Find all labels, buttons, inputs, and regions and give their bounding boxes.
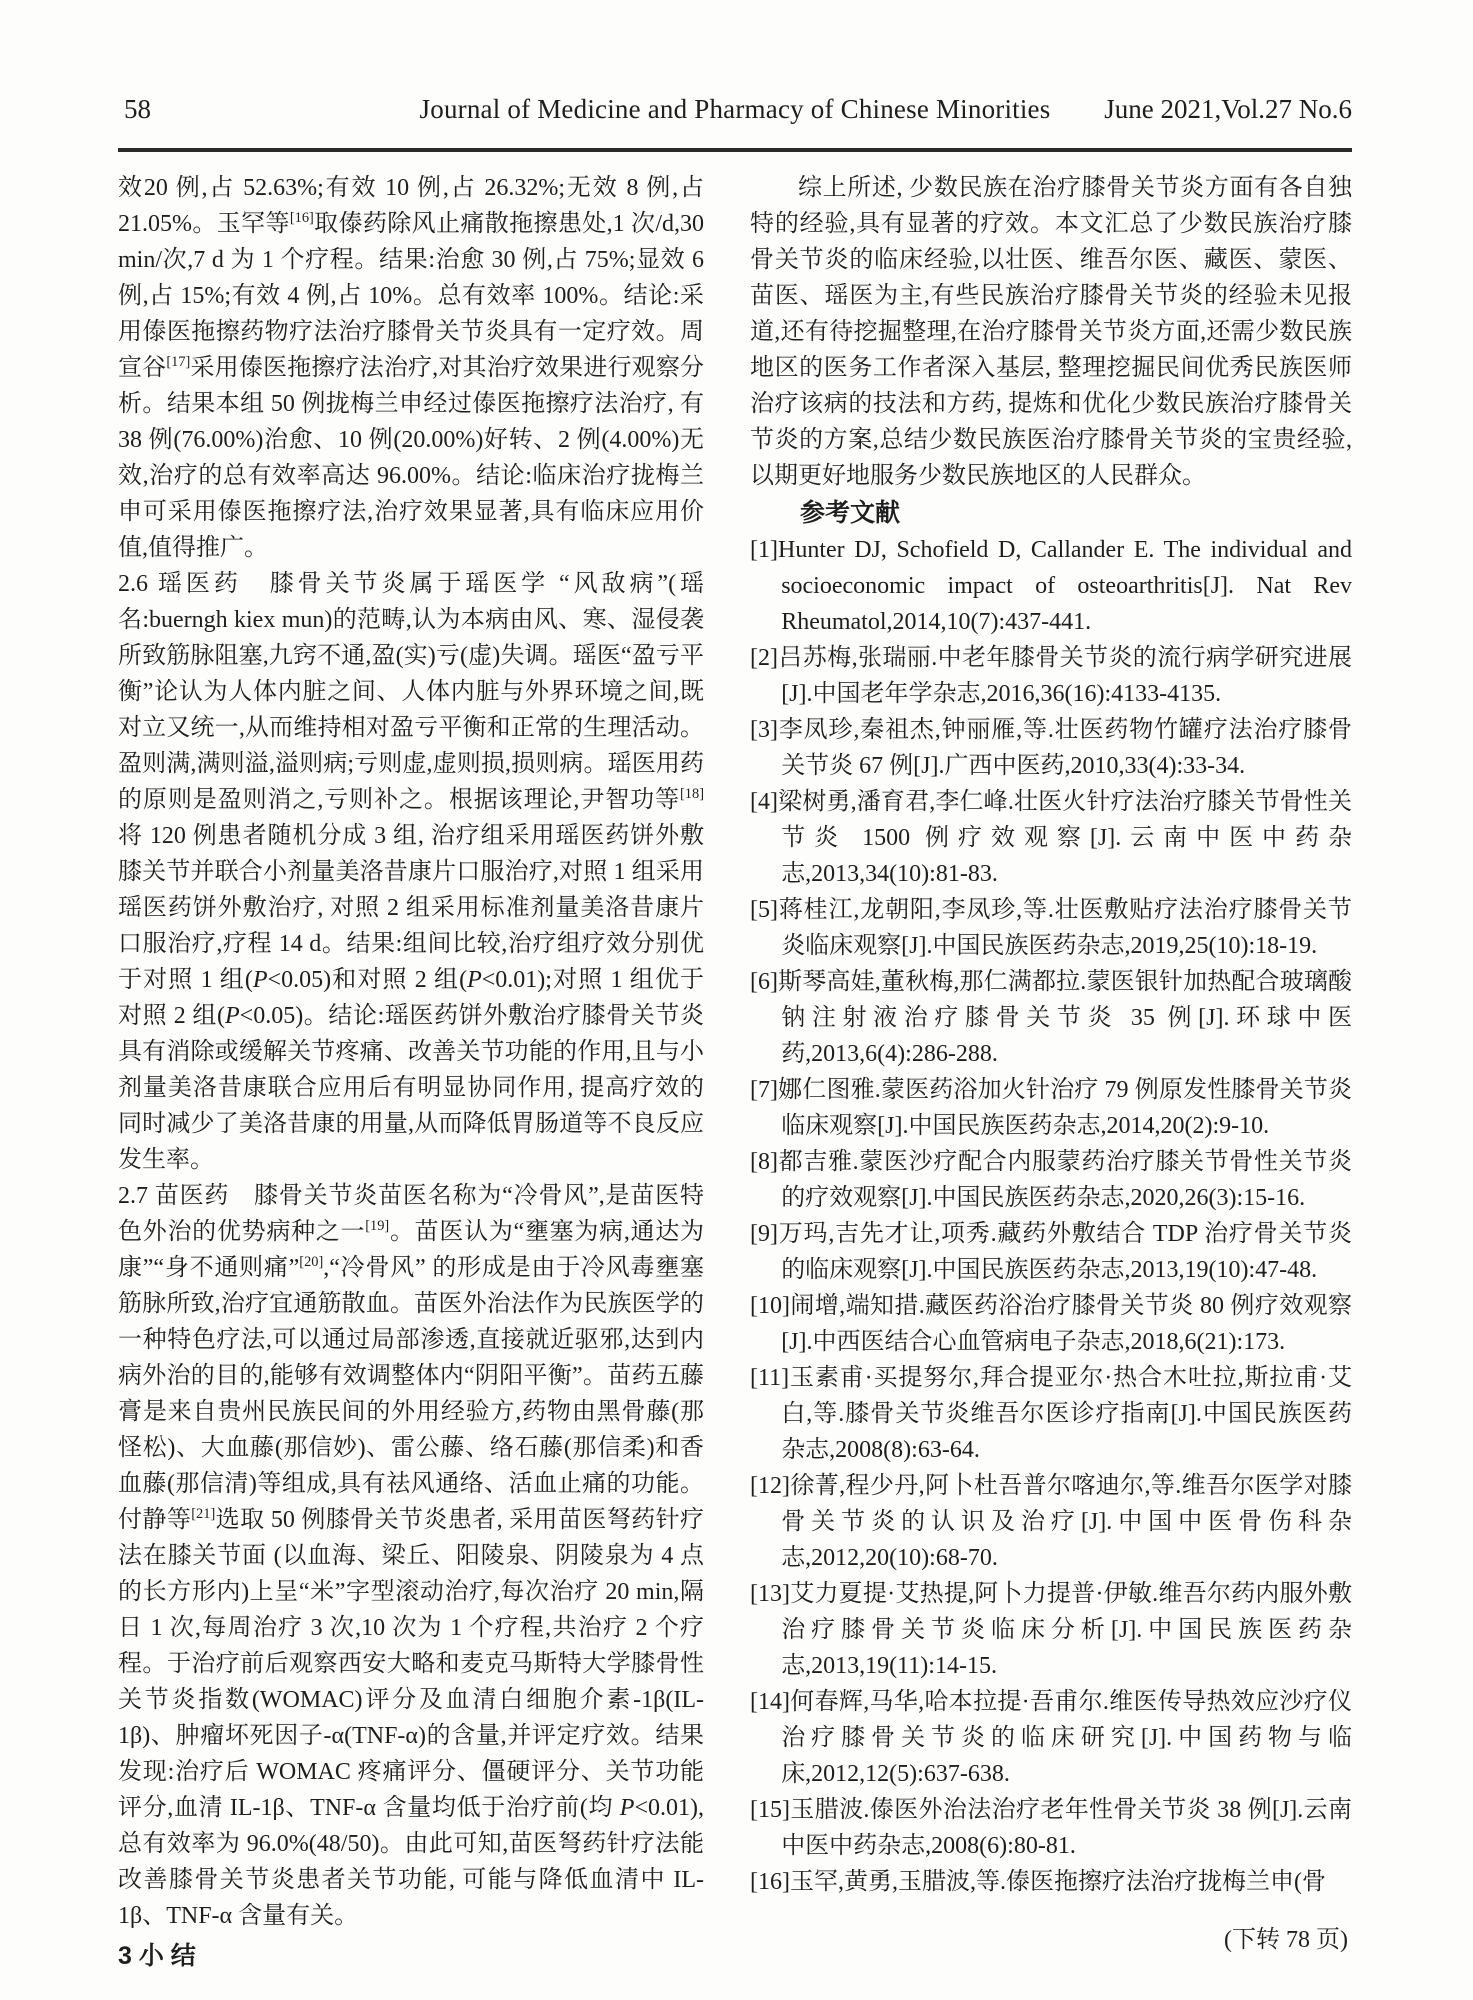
reference-item-11: [11]玉素甫·买提努尔,拜合提亚尔·热合木吐拉,斯拉甫·艾白,等.膝骨关节炎维吾尔医诊疗指南[J].中国民族医药杂志,2008(8):63-64.: [750, 1365, 1352, 1463]
section-2-7-miao-medicine: 2.7 苗医药 膝骨关节炎苗医名称为“冷骨风”,是苗医特色外治的优势病种之一[19]。苗医认为“壅塞为病,通达为康”“身不通则痛”[20],“冷骨风” 的形成是由于冷风毒壅塞筋脉所致,治疗宜通筋散血。苗医外治法作为民族医学的一种特色疗法,可以通过局部渗透,直接就近驱邪,达到内病外治的目的,能够有效调整体内“阴阳平衡”。苗药五藤膏是来自贵州民族民间的外用经验方,药物由黑骨藤(那怪松)、大血藤(那信妙)、雷公藤、络石藤(那信柔)和香血藤(那信清)等组成,具有祛风通络、活血止痛的功能。付静等[21]选取 50 例膝骨关节炎患者, 采用苗医弩药针疗法在膝关节面 (以血海、梁丘、阳陵泉、阴陵泉为 4 点的长方形内)上呈“米”字型滚动治疗,每次治疗 20 min,隔日 1 次,每周治疗 3 次,10 次为 1 个疗程,共治疗 2 个疗程。于治疗前后观察西安大略和麦克马斯特大学膝骨性关节炎指数(WOMAC)评分及血清白细胞介素-1β(IL-1β)、肿瘤坏死因子-α(TNF-α)的含量,并评定疗效。结果发现:治疗后 WOMAC 疼痛评分、僵硬评分、关节功能评分,血清 IL-1β、TNF-α 含量均低于治疗前(均 P<0.01),总有效率为 96.0%(48/50)。由此可知,苗医弩药针疗法能改善膝骨关节炎患者关节功能, 可能与降低血清中 IL-1β、TNF-α 含量有关。: [118, 1183, 705, 1929]
reference-item-10: [10]闹增,端知措.藏医药浴治疗膝骨关节炎 80 例疗效观察[J].中西医结合心血管病电子杂志,2018,6(21):173.: [750, 1293, 1352, 1355]
reference-item-2: [2]吕苏梅,张瑞丽.中老年膝骨关节炎的流行病学研究进展[J].中国老年学杂志,2016,36(16):4133-4135.: [750, 645, 1352, 707]
issue-info: June 2021,Vol.27 No.6: [1104, 94, 1352, 124]
reference-item-9: [9]万玛,吉先才让,项秀.藏药外敷结合 TDP 治疗骨关节炎的临床观察[J].中国民族医药杂志,2013,19(10):47-48.: [750, 1221, 1352, 1283]
running-head: [118, 88, 1352, 130]
reference-item-4: [4]梁树勇,潘育君,李仁峰.壮医火针疗法治疗膝关节骨性关节炎 1500 例疗效观察[J].云南中医中药杂志,2013,34(10):81-83.: [750, 789, 1352, 887]
reference-item-7: [7]娜仁图雅.蒙医药浴加火针治疗 79 例原发性膝骨关节炎临床观察[J].中国民族医药杂志,2014,20(2):9-10.: [750, 1077, 1352, 1139]
reference-list: [750, 532, 1352, 1900]
reference-item-5: [5]蒋桂江,龙朝阳,李凤珍,等.壮医敷贴疗法治疗膝骨关节炎临床观察[J].中国民族医药杂志,2019,25(10):18-19.: [750, 897, 1352, 959]
reference-item-13: [13]艾力夏提·艾热提,阿卜力提普·伊敏.维吾尔药内服外敷治疗膝骨关节炎临床分析[J].中国民族医药杂志,2013,19(11):14-15.: [750, 1581, 1352, 1679]
reference-item-16: [16]玉罕,黄勇,玉腊波,等.傣医拖擦疗法治疗拢梅兰申(骨: [750, 1869, 1326, 1895]
journal-title: Journal of Medicine and Pharmacy of Chinese Minorities: [419, 94, 1051, 124]
conclusion-paragraph: 综上所述, 少数民族在治疗膝骨关节炎方面有各自独特的经验,具有显著的疗效。本文汇总了少数民族治疗膝骨关节炎的临床经验,以壮医、维吾尔医、藏医、蒙医、苗医、瑶医为主,有些民族治疗膝骨关节炎的经验未见报道,还有待挖掘整理,在治疗膝骨关节炎方面,还需少数民族地区的医务工作者深入基层, 整理挖掘民间优秀民族医师治疗该病的技法和方药, 提炼和优化少数民族治疗膝骨关节炎的方案,总结少数民族医治疗膝骨关节炎的宝贵经验,以期更好地服务少数民族地区的人民群众。: [750, 175, 1352, 489]
continuation-note: (下转 78 页): [1224, 1927, 1348, 1953]
reference-item-12: [12]徐菁,程少丹,阿卜杜吾普尔喀迪尔,等.维吾尔医学对膝骨关节炎的认识及治疗[J].中国中医骨伤科杂志,2012,20(10):68-70.: [750, 1473, 1352, 1571]
reference-item-15: [15]玉腊波.傣医外治法治疗老年性骨关节炎 38 例[J].云南中医中药杂志,2008(6):80-81.: [750, 1797, 1352, 1859]
reference-item-8: [8]都吉雅.蒙医沙疗配合内服蒙药治疗膝关节骨性关节炎的疗效观察[J].中国民族医药杂志,2020,26(3):15-16.: [750, 1149, 1352, 1211]
reference-item-3: [3]李凤珍,秦祖杰,钟丽雁,等.壮医药物竹罐疗法治疗膝骨关节炎 67 例[J].广西中医药,2010,33(4):33-34.: [750, 717, 1352, 779]
paragraph-dai-treatment-results: 效20 例,占 52.63%;有效 10 例,占 26.32%;无效 8 例,占 21.05%。玉罕等[16]取傣药除风止痛散拖擦患处,1 次/d,30 min/次,7 d 为 1 个疗程。结果:治愈 30 例,占 75%;显效 6 例,占 15%;有效 4 例,占 10%。总有效率 100%。结论:采用傣医拖擦药物疗法治疗膝骨关节炎具有一定疗效。周宣谷[17]采用傣医拖擦疗法治疗,对其治疗效果进行观察分析。结果本组 50 例拢梅兰申经过傣医拖擦疗法治疗, 有 38 例(76.00%)治愈、10 例(20.00%)好转、2 例(4.00%)无效,治疗的总有效率高达 96.00%。结论:临床治疗拢梅兰申可采用傣医拖擦疗法,治疗效果显著,具有临床应用价值,值得推广。: [118, 175, 705, 561]
section-2-6-yao-medicine: 2.6 瑶医药 膝骨关节炎属于瑶医学 “风敌病”(瑶名:buerngh kiex mun)的范畴,认为本病由风、寒、湿侵袭所致筋脉阻塞,九窍不通,盈(实)亏(虚)失调。瑶医“盈亏平衡”论认为人体内脏之间、人体内脏与外界环境之间,既对立又统一,从而维持相对盈亏平衡和正常的生理活动。盈则满,满则溢,溢则病;亏则虚,虚则损,损则病。瑶医用药的原则是盈则消之,亏则补之。根据该理论,尹智功等[18]将 120 例患者随机分成 3 组, 治疗组采用瑶医药饼外敷膝关节并联合小剂量美洛昔康片口服治疗,对照 1 组采用瑶医药饼外敷治疗, 对照 2 组采用标准剂量美洛昔康片口服治疗,疗程 14 d。结果:组间比较,治疗组疗效分别优于对照 1 组(P<0.05)和对照 2 组(P<0.01);对照 1 组优于对照 2 组(P<0.05)。结论:瑶医药饼外敷治疗膝骨关节炎具有消除或缓解关节疼痛、改善关节功能的作用,且与小剂量美洛昔康联合应用后有明显协同作用, 提高疗效的同时减少了美洛昔康的用量,从而降低胃肠道等不良反应发生率。: [118, 571, 704, 1173]
header-rule: [118, 148, 1352, 152]
reference-item-1: [1]Hunter DJ, Schofield D, Callander E. The individual and socioeconomic impact of osteoarthritis[J]. Nat Rev Rheumatol,2014,10(7):437-441.: [750, 537, 1352, 635]
reference-item-6: [6]斯琴高娃,董秋梅,那仁满都拉.蒙医银针加热配合玻璃酸钠注射液治疗膝骨关节炎 35 例[J].环球中医药,2013,6(4):286-288.: [750, 969, 1352, 1067]
page-number: 58: [124, 94, 151, 124]
right-column: [750, 170, 1352, 1958]
section-3-summary-heading: 3 小 结: [118, 1942, 196, 1970]
reference-item-14: [14]何春辉,马华,哈本拉提·吾甫尔.维医传导热效应沙疗仪治疗膝骨关节炎的临床研究[J].中国药物与临床,2012,12(5):637-638.: [750, 1689, 1352, 1787]
left-column: [118, 170, 704, 1976]
references-heading: 参考文献: [800, 499, 901, 527]
